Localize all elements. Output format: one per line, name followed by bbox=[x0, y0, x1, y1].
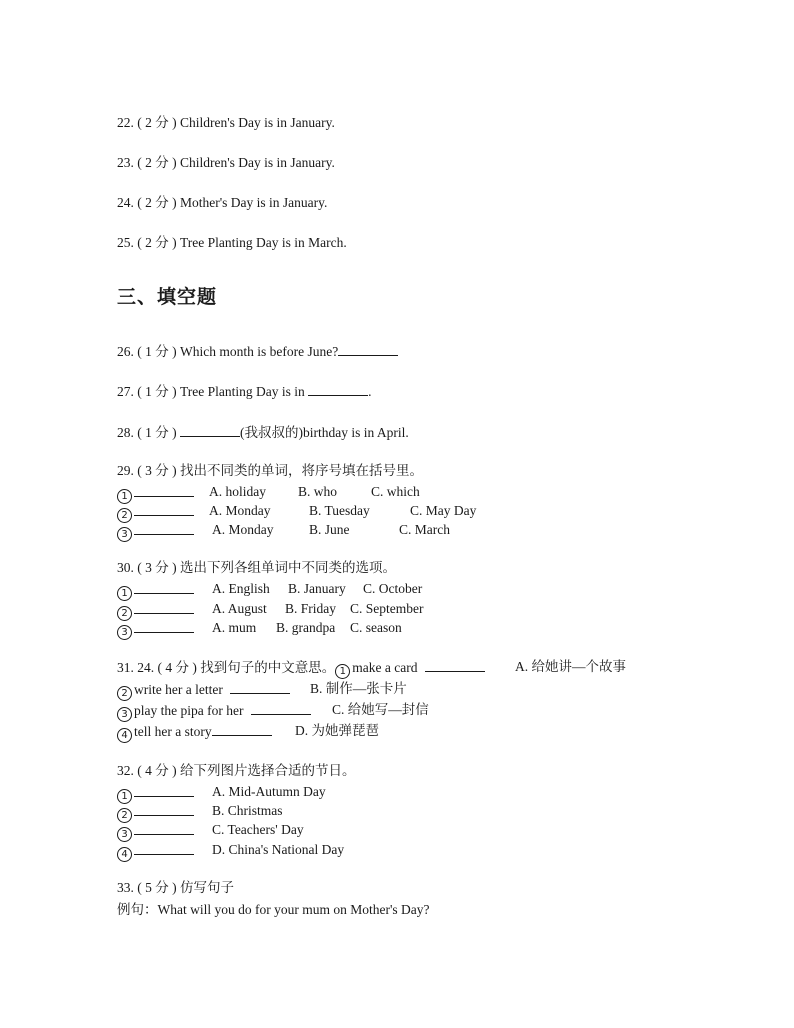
circled-number: 4 bbox=[117, 847, 132, 862]
q32-row-4 bbox=[117, 841, 537, 859]
option-a: A. mum bbox=[212, 620, 257, 635]
circled-number: 2 bbox=[117, 508, 132, 523]
question-score: ( 4 分 ) bbox=[157, 660, 197, 675]
option-a: A. Monday bbox=[212, 522, 274, 537]
question-text: (我叔叔的)birthday is in April. bbox=[240, 425, 409, 440]
question-text: Tree Planting Day is in March. bbox=[180, 235, 347, 250]
question-22 bbox=[117, 114, 335, 132]
phrase: tell her a story bbox=[134, 724, 212, 739]
option: D. China's National Day bbox=[212, 842, 345, 857]
option-a: A. August bbox=[212, 601, 267, 616]
circled-number: 3 bbox=[117, 827, 132, 842]
example-label: 例句： bbox=[117, 902, 158, 917]
answer-blank[interactable] bbox=[338, 342, 398, 356]
question-score: ( 2 分 ) bbox=[137, 155, 177, 170]
option-c: C. May Day bbox=[410, 503, 477, 518]
answer-blank[interactable] bbox=[134, 841, 194, 855]
circled-number: 2 bbox=[117, 686, 132, 701]
option: D. 为她弹琵琶 bbox=[295, 723, 379, 738]
circled-number: 2 bbox=[117, 606, 132, 621]
answer-blank[interactable] bbox=[134, 600, 194, 614]
option-a: A. Monday bbox=[209, 503, 271, 518]
option: A. 给她讲—个故事 bbox=[515, 659, 626, 674]
circled-number: 4 bbox=[117, 728, 132, 743]
answer-blank[interactable] bbox=[134, 502, 194, 516]
question-24 bbox=[117, 194, 327, 212]
answer-blank[interactable] bbox=[212, 722, 272, 736]
circled-number: 3 bbox=[117, 527, 132, 542]
question-score: ( 2 分 ) bbox=[137, 235, 177, 250]
phrase: write her a letter bbox=[134, 682, 223, 697]
q33-example bbox=[117, 901, 430, 919]
question-score: ( 3 分 ) bbox=[137, 560, 177, 575]
question-32 bbox=[117, 762, 356, 780]
question-text: 找到句子的中文意思。 bbox=[200, 660, 336, 675]
section-title: 三、填空题 bbox=[117, 286, 218, 308]
question-text: 给下列图片选择合适的节日。 bbox=[180, 763, 356, 778]
question-number: 32. bbox=[117, 763, 134, 778]
question-number: 25. bbox=[117, 235, 134, 250]
option-b: B. grandpa bbox=[276, 620, 336, 635]
option-b: B. June bbox=[309, 522, 350, 537]
option-b: B. who bbox=[298, 484, 338, 499]
circled-number: 2 bbox=[117, 808, 132, 823]
answer-blank[interactable] bbox=[251, 701, 311, 715]
question-score: ( 5 分 ) bbox=[137, 880, 177, 895]
option-b: B. Tuesday bbox=[309, 503, 370, 518]
example-sentence: What will you do for your mum on Mother's Day? bbox=[157, 902, 430, 917]
option-c: C. September bbox=[350, 601, 424, 616]
q29-row-1 bbox=[117, 483, 537, 501]
question-30 bbox=[117, 559, 396, 577]
option: B. Christmas bbox=[212, 803, 283, 818]
question-score: ( 3 分 ) bbox=[137, 463, 177, 478]
question-29 bbox=[117, 462, 423, 480]
question-number: 23. bbox=[117, 155, 134, 170]
question-27 bbox=[117, 382, 372, 401]
question-text: Mother's Day is in January. bbox=[180, 195, 328, 210]
question-28 bbox=[117, 423, 409, 442]
option-b: B. January bbox=[288, 581, 346, 596]
question-text: 找出不同类的单词，将序号填在括号里。 bbox=[180, 463, 423, 478]
question-number: 27. bbox=[117, 384, 134, 399]
option-c: C. season bbox=[350, 620, 402, 635]
q31-row-3 bbox=[117, 701, 537, 719]
question-number: 24. bbox=[117, 195, 134, 210]
question-score: ( 1 分 ) bbox=[137, 384, 177, 399]
question-number: 30. bbox=[117, 560, 134, 575]
option-c: C. October bbox=[363, 581, 423, 596]
question-31 bbox=[117, 658, 677, 676]
q32-row-1 bbox=[117, 783, 537, 801]
q30-row-2 bbox=[117, 600, 537, 618]
answer-blank[interactable] bbox=[134, 619, 194, 633]
q32-row-3 bbox=[117, 821, 537, 839]
question-23 bbox=[117, 154, 335, 172]
option-a: A. English bbox=[212, 581, 270, 596]
question-25 bbox=[117, 234, 347, 252]
circled-number: 1 bbox=[117, 586, 132, 601]
option: B. 制作—张卡片 bbox=[310, 681, 407, 696]
question-number: 22. bbox=[117, 115, 134, 130]
q30-row-3 bbox=[117, 619, 537, 637]
question-text: 仿写句子 bbox=[180, 880, 234, 895]
question-score: ( 2 分 ) bbox=[137, 115, 177, 130]
question-score: ( 2 分 ) bbox=[137, 195, 177, 210]
question-score: ( 1 分 ) bbox=[137, 425, 177, 440]
option-c: C. which bbox=[371, 484, 420, 499]
question-26 bbox=[117, 342, 398, 361]
answer-blank[interactable] bbox=[134, 802, 194, 816]
option-c: C. March bbox=[399, 522, 450, 537]
circled-number: 3 bbox=[117, 707, 132, 722]
answer-blank[interactable] bbox=[308, 382, 368, 396]
question-number: 29. bbox=[117, 463, 134, 478]
answer-blank[interactable] bbox=[230, 680, 290, 694]
q31-row-2 bbox=[117, 680, 537, 698]
question-33 bbox=[117, 879, 234, 897]
question-text: Children's Day is in January. bbox=[180, 115, 335, 130]
question-text: Which month is before June? bbox=[180, 344, 339, 359]
circled-number: 1 bbox=[117, 489, 132, 504]
question-number: 33. bbox=[117, 880, 134, 895]
question-number: 26. bbox=[117, 344, 134, 359]
question-score: ( 1 分 ) bbox=[137, 344, 177, 359]
option: C. 给她写—封信 bbox=[332, 702, 429, 717]
answer-blank[interactable] bbox=[134, 821, 194, 835]
option-b: B. Friday bbox=[285, 601, 337, 616]
phrase: make a card bbox=[352, 660, 418, 675]
question-score: ( 4 分 ) bbox=[137, 763, 177, 778]
option: C. Teachers' Day bbox=[212, 822, 304, 837]
option: A. Mid-Autumn Day bbox=[212, 784, 326, 799]
question-text: Children's Day is in January. bbox=[180, 155, 335, 170]
answer-blank[interactable] bbox=[134, 521, 194, 535]
option-a: A. holiday bbox=[209, 484, 266, 499]
question-number: 28. bbox=[117, 425, 134, 440]
question-text: 选出下列各组单词中不同类的选项。 bbox=[180, 560, 396, 575]
phrase: play the pipa for her bbox=[134, 703, 244, 718]
question-text-end: . bbox=[368, 384, 372, 399]
q30-row-1 bbox=[117, 580, 537, 598]
question-text: Tree Planting Day is in bbox=[180, 384, 309, 399]
q29-row-2 bbox=[117, 502, 537, 520]
answer-blank[interactable] bbox=[134, 580, 194, 594]
circled-number: 1 bbox=[335, 664, 350, 679]
answer-blank[interactable] bbox=[180, 423, 240, 437]
circled-number: 3 bbox=[117, 625, 132, 640]
q32-row-2 bbox=[117, 802, 537, 820]
question-number: 31. 24. bbox=[117, 660, 155, 675]
answer-blank[interactable] bbox=[134, 783, 194, 797]
answer-blank[interactable] bbox=[134, 483, 194, 497]
q31-row-4 bbox=[117, 722, 537, 740]
q29-row-3 bbox=[117, 521, 537, 539]
answer-blank[interactable] bbox=[425, 658, 485, 672]
circled-number: 1 bbox=[117, 789, 132, 804]
